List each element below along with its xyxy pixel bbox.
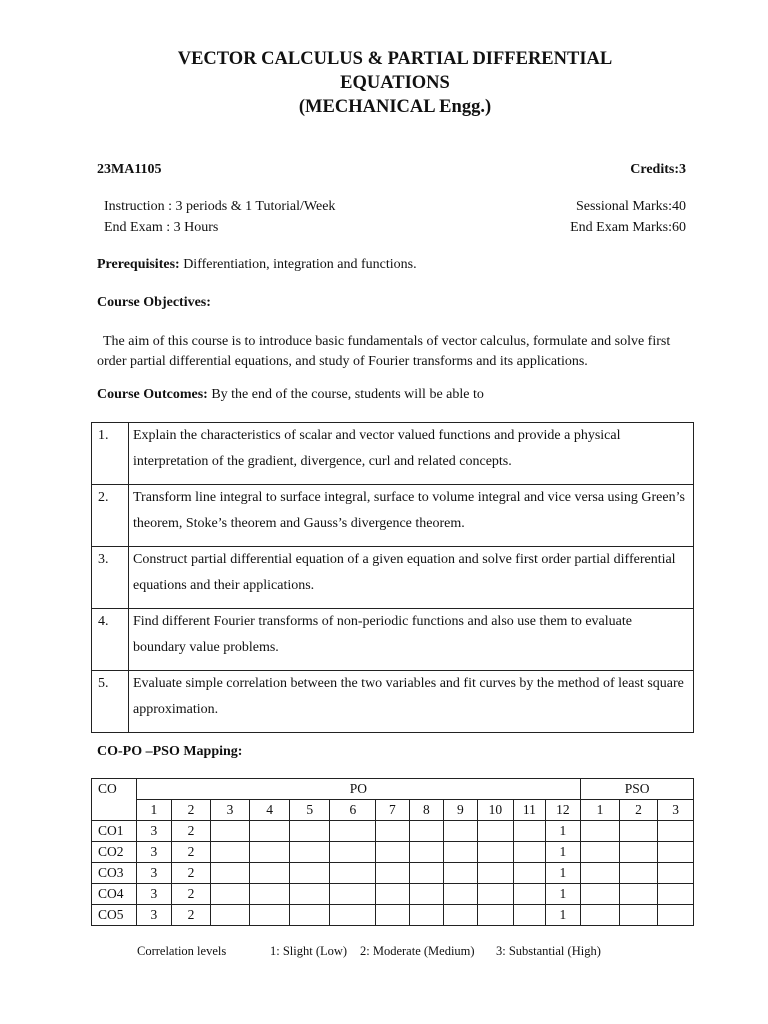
po-cell <box>289 905 330 926</box>
po-cell <box>250 842 290 863</box>
po-cell <box>514 842 545 863</box>
po-cell <box>330 842 376 863</box>
pso-cell <box>658 842 694 863</box>
po-cell <box>444 863 477 884</box>
co-label: CO5 <box>92 905 137 926</box>
po-cell <box>289 884 330 905</box>
course-outcomes-intro <box>97 387 484 403</box>
po-cell <box>210 863 250 884</box>
po-cell <box>444 884 477 905</box>
po-cell: 1 <box>545 821 581 842</box>
po-cell <box>289 842 330 863</box>
instruction-info: Instruction : 3 periods & 1 Tutorial/Week <box>104 199 336 214</box>
po-cell <box>444 905 477 926</box>
po-cell <box>330 821 376 842</box>
pso-cell <box>619 884 658 905</box>
course-objectives-heading: Course Objectives: <box>97 295 211 310</box>
mapping-row <box>92 884 694 905</box>
po-number: 3 <box>210 800 250 821</box>
po-cell <box>330 884 376 905</box>
pso-cell <box>658 884 694 905</box>
po-cell: 1 <box>545 884 581 905</box>
po-cell <box>376 905 409 926</box>
po-header: PO <box>136 779 581 800</box>
outcome-number: 1. <box>92 423 129 485</box>
end-exam-duration: End Exam : 3 Hours <box>104 220 219 235</box>
po-cell <box>477 884 514 905</box>
po-number: 9 <box>444 800 477 821</box>
mapping-row <box>92 905 694 926</box>
po-cell: 1 <box>545 842 581 863</box>
outcome-row <box>92 485 694 547</box>
co-label: CO2 <box>92 842 137 863</box>
outcome-row <box>92 671 694 733</box>
po-cell <box>409 863 444 884</box>
po-number: 11 <box>514 800 545 821</box>
po-cell <box>376 863 409 884</box>
po-cell <box>330 905 376 926</box>
po-cell <box>409 821 444 842</box>
po-cell <box>250 884 290 905</box>
outcome-text: Evaluate simple correlation between the two variables and fit curves by the method of least square approximation. <box>129 671 694 733</box>
pso-cell <box>619 842 658 863</box>
po-cell <box>409 842 444 863</box>
po-number: 7 <box>376 800 409 821</box>
co-label: CO1 <box>92 821 137 842</box>
correlation-level-1: 1: Slight (Low) <box>270 944 348 958</box>
po-cell: 1 <box>545 905 581 926</box>
pso-cell <box>619 821 658 842</box>
pso-cell <box>619 863 658 884</box>
po-cell <box>210 905 250 926</box>
course-title-line3: (MECHANICAL Engg.) <box>298 97 492 117</box>
po-cell: 2 <box>172 884 211 905</box>
pso-cell <box>581 905 620 926</box>
outcome-text: Find different Fourier transforms of non-periodic functions and also use them to evaluate boundary value problems. <box>129 609 694 671</box>
po-cell: 2 <box>172 905 211 926</box>
po-cell <box>289 821 330 842</box>
po-cell <box>444 821 477 842</box>
po-cell: 3 <box>136 863 172 884</box>
po-cell: 3 <box>136 821 172 842</box>
outcome-text: Explain the characteristics of scalar and vector valued functions and provide a physical interpretation of the gradient, divergence, curl and related concepts. <box>129 423 694 485</box>
po-cell <box>514 905 545 926</box>
co-header: CO <box>92 779 137 821</box>
po-number: 5 <box>289 800 330 821</box>
course-title <box>0 47 768 119</box>
outcome-number: 3. <box>92 547 129 609</box>
po-cell <box>514 821 545 842</box>
credits: Credits:3 <box>630 162 686 177</box>
course-outcomes-label: Course Outcomes: <box>97 387 208 402</box>
course-outcomes-table <box>91 422 694 733</box>
mapping-subheader-row <box>92 800 694 821</box>
course-code: 23MA1105 <box>97 162 162 177</box>
outcome-text: Transform line integral to surface integral, surface to volume integral and vice versa using Green’s theorem, Stoke’s theorem and Gauss’s divergence theorem. <box>129 485 694 547</box>
course-title-line1: VECTOR CALCULUS & PARTIAL DIFFERENTIAL <box>177 49 613 69</box>
correlation-legend-label: Correlation levels <box>137 944 227 958</box>
pso-cell <box>658 821 694 842</box>
po-cell <box>409 905 444 926</box>
sessional-marks: Sessional Marks:40 <box>575 199 686 214</box>
end-exam-marks: End Exam Marks:60 <box>570 220 686 235</box>
mapping-row <box>92 863 694 884</box>
outcome-number: 5. <box>92 671 129 733</box>
pso-number: 3 <box>658 800 694 821</box>
po-cell <box>376 821 409 842</box>
course-title-line2: EQUATIONS <box>340 73 450 93</box>
pso-header: PSO <box>581 779 694 800</box>
pso-cell <box>619 905 658 926</box>
po-cell: 2 <box>172 863 211 884</box>
pso-cell <box>581 884 620 905</box>
po-cell <box>210 884 250 905</box>
outcome-number: 4. <box>92 609 129 671</box>
pso-cell <box>581 863 620 884</box>
po-cell: 2 <box>172 842 211 863</box>
po-number: 6 <box>330 800 376 821</box>
pso-cell <box>658 905 694 926</box>
pso-number: 2 <box>619 800 658 821</box>
po-cell <box>250 863 290 884</box>
outcome-row <box>92 609 694 671</box>
po-cell: 3 <box>136 905 172 926</box>
pso-cell <box>581 842 620 863</box>
po-cell <box>330 863 376 884</box>
prerequisites-label: Prerequisites: <box>97 257 180 272</box>
po-number: 10 <box>477 800 514 821</box>
po-cell <box>444 842 477 863</box>
po-number: 12 <box>545 800 581 821</box>
po-cell <box>250 821 290 842</box>
po-cell <box>376 884 409 905</box>
outcome-text: Construct partial differential equation of a given equation and solve first order partial differential equations and their applications. <box>129 547 694 609</box>
outcome-number: 2. <box>92 485 129 547</box>
pso-number: 1 <box>581 800 620 821</box>
mapping-heading: CO-PO –PSO Mapping: <box>97 744 243 759</box>
po-cell <box>514 863 545 884</box>
po-number: 2 <box>172 800 211 821</box>
po-number: 4 <box>250 800 290 821</box>
co-label: CO4 <box>92 884 137 905</box>
prerequisites-text: Differentiation, integration and functions. <box>183 257 417 272</box>
outcome-row <box>92 547 694 609</box>
po-cell <box>250 905 290 926</box>
po-number: 1 <box>136 800 172 821</box>
co-po-pso-mapping-table <box>91 778 694 926</box>
po-cell <box>409 884 444 905</box>
po-cell <box>210 821 250 842</box>
po-cell <box>514 884 545 905</box>
po-cell: 2 <box>172 821 211 842</box>
po-cell <box>210 842 250 863</box>
po-cell <box>376 842 409 863</box>
correlation-level-3: 3: Substantial (High) <box>496 944 601 958</box>
po-cell <box>477 821 514 842</box>
mapping-header-row <box>92 779 694 800</box>
outcome-row <box>92 423 694 485</box>
prerequisites <box>97 257 417 273</box>
mapping-row <box>92 842 694 863</box>
course-objectives-text: The aim of this course is to introduce basic fundamentals of vector calculus, formulate and solve first order partial differential equations, and study of Fourier transforms and its applications. <box>97 334 671 369</box>
po-number: 8 <box>409 800 444 821</box>
pso-cell <box>581 821 620 842</box>
po-cell <box>289 863 330 884</box>
po-cell <box>477 905 514 926</box>
po-cell <box>477 842 514 863</box>
po-cell: 1 <box>545 863 581 884</box>
correlation-level-2: 2: Moderate (Medium) <box>360 944 475 958</box>
pso-cell <box>658 863 694 884</box>
mapping-row <box>92 821 694 842</box>
po-cell: 3 <box>136 842 172 863</box>
co-label: CO3 <box>92 863 137 884</box>
po-cell <box>477 863 514 884</box>
course-outcomes-intro-text: By the end of the course, students will be able to <box>211 387 484 402</box>
po-cell: 3 <box>136 884 172 905</box>
